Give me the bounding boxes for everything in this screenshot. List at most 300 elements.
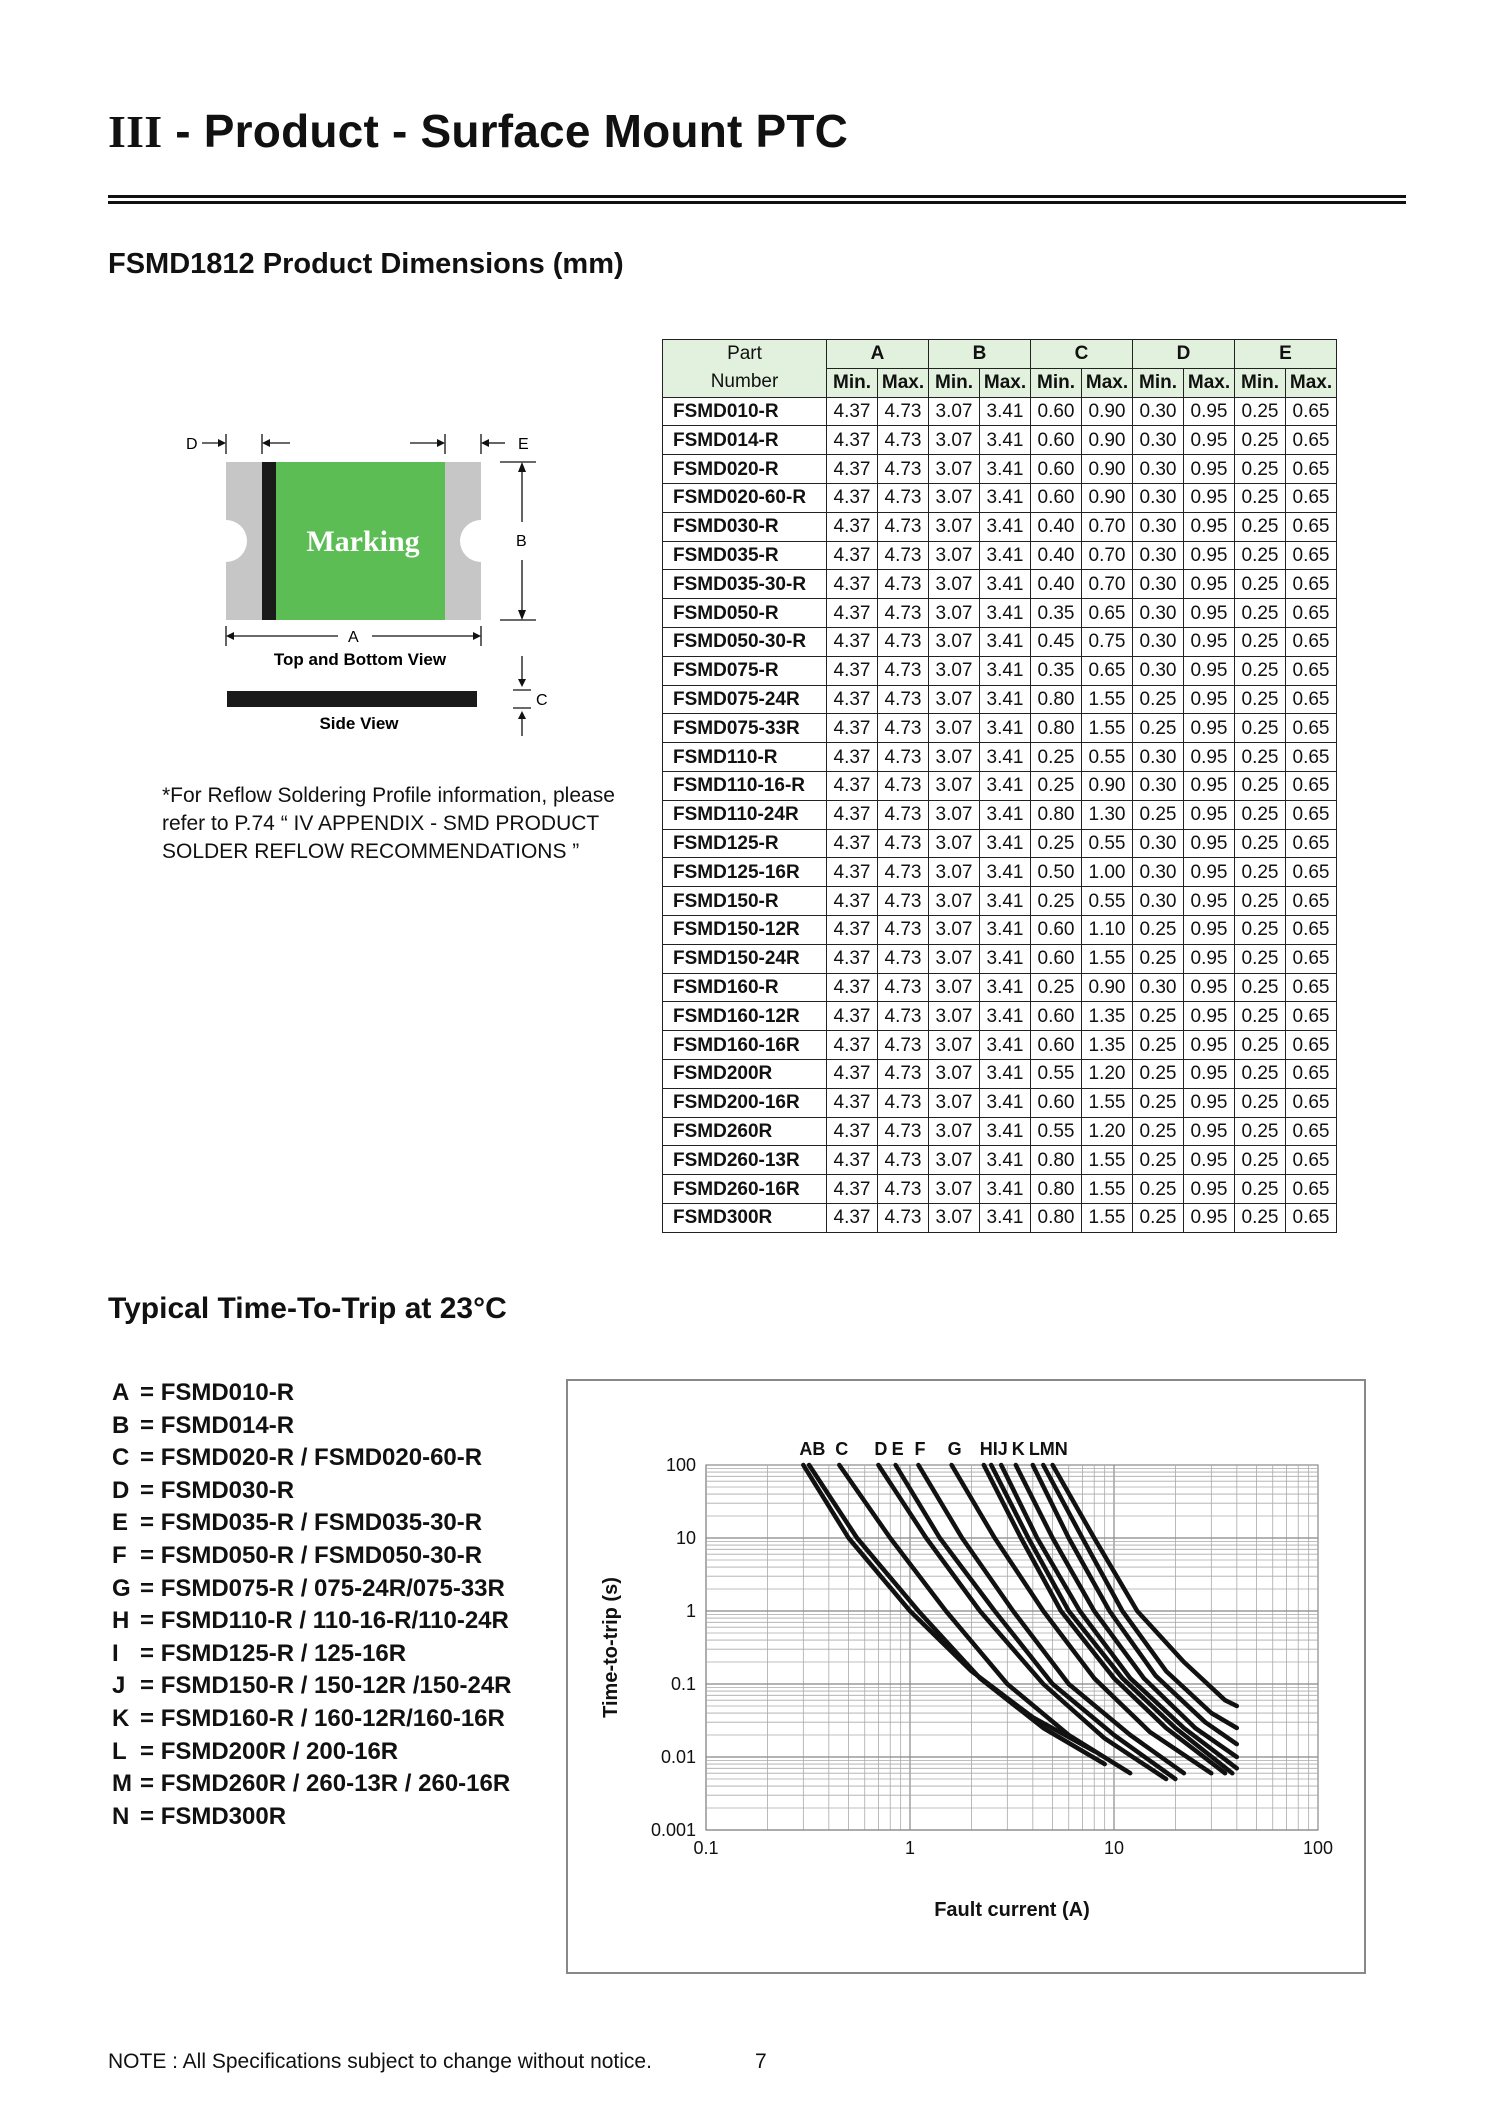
dimension-cell: 0.90	[1082, 397, 1133, 426]
part-number-cell: FSMD014-R	[663, 426, 827, 455]
dimension-cell: 0.65	[1286, 973, 1337, 1002]
dimension-cell: 0.95	[1184, 1175, 1235, 1204]
part-number-cell: FSMD050-R	[663, 599, 827, 628]
dimension-cell: 4.37	[827, 743, 878, 772]
table-row	[663, 455, 1337, 484]
dimension-cell: 0.25	[1235, 829, 1286, 858]
dimension-cell: 0.25	[1235, 1203, 1286, 1232]
legend-item	[112, 1507, 512, 1540]
table-row	[663, 829, 1337, 858]
dimension-cell: 0.25	[1235, 858, 1286, 887]
dimension-cell: 3.07	[929, 714, 980, 743]
legend-value: FSMD160-R / 160-12R/160-16R	[160, 1704, 505, 1732]
dimension-cell: 0.95	[1184, 743, 1235, 772]
dimension-cell: 0.40	[1031, 512, 1082, 541]
dimension-cell: 0.60	[1031, 1002, 1082, 1031]
dimension-cell: 0.35	[1031, 656, 1082, 685]
dimension-cell: 4.37	[827, 829, 878, 858]
dimension-cell: 3.07	[929, 1175, 980, 1204]
dimension-cell: 4.73	[878, 743, 929, 772]
dimension-cell: 0.55	[1031, 1059, 1082, 1088]
dimension-cell: 0.60	[1031, 915, 1082, 944]
dimension-cell: 0.70	[1082, 512, 1133, 541]
legend-value: FSMD125-R / 125-16R	[160, 1639, 407, 1667]
dimension-cell: 3.41	[980, 829, 1031, 858]
dimension-cell: 4.73	[878, 1175, 929, 1204]
table-row	[663, 656, 1337, 685]
dimension-cell: 0.25	[1133, 915, 1184, 944]
dimension-cell: 3.41	[980, 973, 1031, 1002]
curve-group-label: E	[891, 1439, 904, 1459]
dim-d-label: D	[186, 436, 198, 453]
dimension-cell: 0.95	[1184, 455, 1235, 484]
dimension-cell: 4.37	[827, 627, 878, 656]
reflow-note: *For Reflow Soldering Profile information, please refer to P.74 “ IV APPENDIX - SMD PRODUCT SOLDER REFLOW RECOMMENDATIONS ”	[162, 784, 615, 863]
dimension-cell: 1.55	[1082, 1088, 1133, 1117]
dimension-cell: 4.37	[827, 1117, 878, 1146]
legend-equals: =	[140, 1541, 161, 1569]
dimension-cell: 0.25	[1235, 455, 1286, 484]
dimension-cell: 0.65	[1286, 944, 1337, 973]
legend-item	[112, 1605, 512, 1638]
dimension-cell: 4.73	[878, 685, 929, 714]
dimension-cell: 0.95	[1184, 426, 1235, 455]
dimension-cell: 0.25	[1133, 1146, 1184, 1175]
dimension-cell: 4.73	[878, 397, 929, 426]
legend-key: L	[112, 1737, 127, 1765]
y-tick-label: 1	[685, 1601, 696, 1621]
part-number-cell: FSMD125-R	[663, 829, 827, 858]
dimension-cell: 4.73	[878, 944, 929, 973]
table-row	[663, 887, 1337, 916]
legend-value: FSMD030-R	[160, 1476, 295, 1504]
dimension-cell: 0.65	[1286, 1175, 1337, 1204]
part-number-cell: FSMD125-16R	[663, 858, 827, 887]
dimension-cell: 0.90	[1082, 426, 1133, 455]
dimension-cell: 3.07	[929, 1002, 980, 1031]
dimension-cell: 4.37	[827, 1002, 878, 1031]
dimension-cell: 1.20	[1082, 1117, 1133, 1146]
table-row	[663, 1002, 1337, 1031]
header-d: D	[1133, 340, 1235, 369]
table-row	[663, 915, 1337, 944]
dimension-cell: 4.73	[878, 714, 929, 743]
dimension-cell: 0.95	[1184, 1031, 1235, 1060]
trip-chart	[566, 1379, 1366, 1974]
dimension-cell: 0.25	[1235, 685, 1286, 714]
dimension-cell: 3.07	[929, 1031, 980, 1060]
table-row	[663, 1146, 1337, 1175]
dimension-cell: 3.41	[980, 397, 1031, 426]
dimension-cell: 0.60	[1031, 1031, 1082, 1060]
dimension-cell: 0.80	[1031, 1175, 1082, 1204]
dimensions-heading: FSMD1812 Product Dimensions (mm)	[108, 248, 624, 280]
dimension-cell: 0.65	[1286, 1146, 1337, 1175]
legend-equals: =	[140, 1737, 161, 1765]
dimension-cell: 0.25	[1235, 887, 1286, 916]
dimension-cell: 1.35	[1082, 1031, 1133, 1060]
dimension-cell: 0.95	[1184, 599, 1235, 628]
dimension-cell: 4.37	[827, 1203, 878, 1232]
part-number-header: Part Number	[663, 340, 827, 398]
dimension-cell: 0.95	[1184, 656, 1235, 685]
dimension-cell: 0.25	[1133, 1117, 1184, 1146]
table-row	[663, 714, 1337, 743]
dimension-cell: 1.55	[1082, 685, 1133, 714]
dimension-cell: 0.25	[1235, 627, 1286, 656]
legend-value: FSMD050-R / FSMD050-30-R	[160, 1541, 483, 1569]
side-view-caption: Side View	[319, 714, 399, 733]
dimension-cell: 0.65	[1286, 627, 1337, 656]
part-number-cell: FSMD260R	[663, 1117, 827, 1146]
dimension-cell: 0.65	[1286, 541, 1337, 570]
dimension-cell: 3.41	[980, 685, 1031, 714]
part-number-cell: FSMD150-24R	[663, 944, 827, 973]
dimension-cell: 0.25	[1235, 426, 1286, 455]
dimension-cell: 0.30	[1133, 771, 1184, 800]
legend-key: N	[112, 1802, 130, 1830]
dimension-cell: 4.73	[878, 1203, 929, 1232]
legend-key: A	[112, 1379, 130, 1406]
dimension-cell: 0.65	[1286, 1059, 1337, 1088]
dimension-cell: 4.73	[878, 915, 929, 944]
dimension-cell: 0.60	[1031, 455, 1082, 484]
dimension-cell: 3.07	[929, 599, 980, 628]
dimension-cell: 3.41	[980, 1203, 1031, 1232]
table-row	[663, 685, 1337, 714]
dimension-cell: 4.73	[878, 1002, 929, 1031]
dimension-cell: 4.37	[827, 944, 878, 973]
dimension-cell: 3.41	[980, 771, 1031, 800]
dimension-cell: 3.07	[929, 627, 980, 656]
part-number-cell: FSMD035-R	[663, 541, 827, 570]
dimension-cell: 1.55	[1082, 1203, 1133, 1232]
dimension-cell: 4.73	[878, 512, 929, 541]
dimension-cell: 0.25	[1133, 685, 1184, 714]
dimension-cell: 0.30	[1133, 743, 1184, 772]
left-terminal-notch	[205, 520, 247, 562]
dimension-cell: 0.25	[1133, 1002, 1184, 1031]
part-number-cell: FSMD010-R	[663, 397, 827, 426]
dimension-cell: 0.70	[1082, 541, 1133, 570]
part-number-cell: FSMD160-R	[663, 973, 827, 1002]
legend-key: F	[112, 1541, 127, 1569]
dimension-cell: 0.65	[1286, 426, 1337, 455]
dimension-cell: 0.25	[1235, 714, 1286, 743]
dimension-cell: 4.73	[878, 800, 929, 829]
dimension-cell: 1.55	[1082, 944, 1133, 973]
part-number-cell: FSMD035-30-R	[663, 570, 827, 599]
table-row	[663, 397, 1337, 426]
dimension-cell: 0.25	[1235, 570, 1286, 599]
dimension-cell: 0.65	[1286, 1031, 1337, 1060]
dimension-cell: 4.73	[878, 1117, 929, 1146]
dimension-cell: 0.25	[1235, 483, 1286, 512]
legend-value: FSMD260R / 260-13R / 260-16R	[160, 1770, 511, 1798]
footer-note: NOTE : All Specifications subject to change without notice.	[108, 2050, 652, 2073]
dimension-cell: 0.95	[1184, 397, 1235, 426]
max-header: Max.	[1286, 368, 1337, 397]
dimension-cell: 0.25	[1133, 944, 1184, 973]
legend-key: G	[112, 1574, 131, 1602]
dimension-cell: 3.41	[980, 512, 1031, 541]
legend-key: D	[112, 1476, 130, 1504]
dimension-cell: 3.41	[980, 483, 1031, 512]
table-row	[663, 944, 1337, 973]
legend-item	[112, 1410, 512, 1443]
dimension-cell: 0.95	[1184, 1203, 1235, 1232]
header-c: C	[1031, 340, 1133, 369]
legend-value: FSMD075-R / 075-24R/075-33R	[160, 1574, 505, 1602]
dimension-cell: 4.73	[878, 771, 929, 800]
dimension-cell: 4.37	[827, 1088, 878, 1117]
dimension-cell: 4.37	[827, 656, 878, 685]
dimension-cell: 0.25	[1133, 1175, 1184, 1204]
dimension-cell: 0.25	[1235, 1088, 1286, 1117]
dimensions-table	[662, 339, 1337, 1233]
part-number-cell: FSMD110-16-R	[663, 771, 827, 800]
dimension-cell: 0.95	[1184, 887, 1235, 916]
dimension-cell: 0.30	[1133, 973, 1184, 1002]
dimension-cell: 0.30	[1133, 858, 1184, 887]
dimension-cell: 1.55	[1082, 1175, 1133, 1204]
legend-equals: =	[140, 1379, 161, 1406]
table-row	[663, 570, 1337, 599]
dimension-cell: 0.25	[1235, 1117, 1286, 1146]
legend-value: FSMD035-R / FSMD035-30-R	[160, 1509, 483, 1537]
legend-equals: =	[140, 1444, 161, 1472]
legend-equals: =	[140, 1607, 161, 1635]
dimension-cell: 1.35	[1082, 1002, 1133, 1031]
dimension-cell: 0.65	[1082, 656, 1133, 685]
top-view-caption: Top and Bottom View	[273, 650, 447, 669]
part-number-cell: FSMD050-30-R	[663, 627, 827, 656]
dimension-cell: 0.95	[1184, 714, 1235, 743]
dimension-cell: 0.55	[1082, 829, 1133, 858]
dimension-cell: 0.80	[1031, 800, 1082, 829]
dimension-cell: 0.90	[1082, 771, 1133, 800]
dimension-cell: 0.65	[1286, 743, 1337, 772]
dimension-cell: 0.25	[1235, 541, 1286, 570]
dimension-cell: 4.37	[827, 1031, 878, 1060]
max-header: Max.	[878, 368, 929, 397]
dimension-cell: 3.07	[929, 973, 980, 1002]
dimension-cell: 4.37	[827, 599, 878, 628]
dimension-cell: 3.07	[929, 1117, 980, 1146]
dimension-cell: 0.65	[1286, 1117, 1337, 1146]
legend-item	[112, 1638, 512, 1671]
right-terminal-notch	[460, 520, 502, 562]
dimension-cell: 0.60	[1031, 1088, 1082, 1117]
legend-key: H	[112, 1607, 130, 1635]
dimension-cell: 0.30	[1133, 426, 1184, 455]
dimension-cell: 3.07	[929, 771, 980, 800]
dimension-cell: 4.37	[827, 1175, 878, 1204]
dimension-cell: 0.25	[1235, 1146, 1286, 1175]
dimension-cell: 3.07	[929, 743, 980, 772]
dimension-cell: 0.30	[1133, 829, 1184, 858]
part-number-cell: FSMD150-12R	[663, 915, 827, 944]
legend-key: I	[112, 1639, 119, 1667]
dimension-cell: 0.80	[1031, 1203, 1082, 1232]
dimension-cell: 0.25	[1235, 800, 1286, 829]
dimension-cell: 0.25	[1031, 829, 1082, 858]
dimension-cell: 0.90	[1082, 973, 1133, 1002]
legend-equals: =	[140, 1574, 161, 1602]
dimension-cell: 0.65	[1286, 512, 1337, 541]
x-tick-label: 1	[904, 1838, 916, 1858]
dimension-cell: 3.07	[929, 656, 980, 685]
legend-key: K	[112, 1704, 130, 1732]
curve-group-label: HIJ	[979, 1439, 1008, 1459]
dimension-cell: 3.41	[980, 541, 1031, 570]
legend-item	[112, 1703, 512, 1736]
dimension-cell: 0.60	[1031, 397, 1082, 426]
dimension-cell: 0.25	[1031, 887, 1082, 916]
max-header: Max.	[1184, 368, 1235, 397]
table-row	[663, 1203, 1337, 1232]
dimension-cell: 0.25	[1133, 714, 1184, 743]
dimension-cell: 0.65	[1286, 483, 1337, 512]
dim-a-label: A	[348, 629, 359, 646]
dimension-cell: 3.07	[929, 512, 980, 541]
dimension-cell: 4.73	[878, 829, 929, 858]
part-number-cell: FSMD150-R	[663, 887, 827, 916]
dimension-cell: 0.95	[1184, 541, 1235, 570]
part-number-cell: FSMD160-16R	[663, 1031, 827, 1060]
dimension-cell: 3.41	[980, 426, 1031, 455]
max-header: Max.	[980, 368, 1031, 397]
dimension-cell: 4.37	[827, 1059, 878, 1088]
table-row	[663, 858, 1337, 887]
dimension-cell: 0.65	[1286, 915, 1337, 944]
dimension-cell: 0.25	[1235, 1002, 1286, 1031]
dimension-cell: 3.07	[929, 1146, 980, 1175]
part-number-cell: FSMD075-24R	[663, 685, 827, 714]
part-number-cell: FSMD030-R	[663, 512, 827, 541]
dimension-cell: 0.65	[1286, 397, 1337, 426]
x-tick-label: 100	[1302, 1838, 1334, 1858]
dimension-cell: 3.41	[980, 858, 1031, 887]
dimension-cell: 0.65	[1286, 829, 1337, 858]
dimension-cell: 0.30	[1133, 483, 1184, 512]
dimension-cell: 4.73	[878, 1059, 929, 1088]
dimension-cell: 0.65	[1286, 1203, 1337, 1232]
table-row	[663, 483, 1337, 512]
dimension-cell: 4.37	[827, 887, 878, 916]
dimension-cell: 0.30	[1133, 599, 1184, 628]
dimension-cell: 4.37	[827, 714, 878, 743]
dimension-cell: 1.00	[1082, 858, 1133, 887]
dimension-cell: 0.65	[1286, 1088, 1337, 1117]
table-header-row	[663, 340, 1337, 369]
legend-item	[112, 1573, 512, 1606]
dimension-cell: 4.73	[878, 1031, 929, 1060]
dimension-cell: 4.37	[827, 973, 878, 1002]
dimension-cell: 3.07	[929, 1059, 980, 1088]
dimension-cell: 0.95	[1184, 1117, 1235, 1146]
page-number: 7	[755, 2050, 767, 2073]
dimension-cell: 3.41	[980, 627, 1031, 656]
dimension-cell: 4.37	[827, 570, 878, 599]
curve-group-label: LMN	[1028, 1439, 1068, 1459]
x-tick-label: 0.1	[693, 1838, 719, 1858]
part-number-cell: FSMD075-R	[663, 656, 827, 685]
dimension-cell: 0.30	[1133, 656, 1184, 685]
dim-c-label: C	[536, 692, 548, 709]
dimension-cell: 4.37	[827, 915, 878, 944]
dimension-cell: 0.65	[1286, 858, 1337, 887]
marking-label: Marking	[306, 525, 420, 558]
dimension-cell: 0.25	[1133, 1031, 1184, 1060]
dimension-cell: 0.95	[1184, 1059, 1235, 1088]
table-row	[663, 1088, 1337, 1117]
legend-item	[112, 1540, 512, 1573]
legend-equals: =	[140, 1639, 161, 1667]
dimension-cell: 3.07	[929, 829, 980, 858]
dimension-cell: 0.25	[1031, 771, 1082, 800]
part-number-cell: FSMD020-R	[663, 455, 827, 484]
dimension-cell: 0.30	[1133, 887, 1184, 916]
dimension-cell: 4.37	[827, 483, 878, 512]
dimension-cell: 0.30	[1133, 627, 1184, 656]
table-row	[663, 1059, 1337, 1088]
dimension-cell: 3.07	[929, 800, 980, 829]
dimension-cell: 4.73	[878, 656, 929, 685]
legend-equals: =	[140, 1704, 161, 1732]
dimension-cell: 0.25	[1235, 599, 1286, 628]
dimension-cell: 0.25	[1235, 656, 1286, 685]
legend-equals: =	[140, 1770, 161, 1798]
legend-item	[112, 1736, 512, 1769]
dimension-cell: 0.95	[1184, 800, 1235, 829]
dimension-cell: 0.95	[1184, 1088, 1235, 1117]
dimension-cell: 4.37	[827, 1146, 878, 1175]
dimension-cell: 0.65	[1286, 887, 1337, 916]
table-row	[663, 743, 1337, 772]
dimension-cell: 4.37	[827, 685, 878, 714]
legend-value: FSMD200R / 200-16R	[160, 1737, 399, 1765]
legend-key: J	[112, 1672, 126, 1700]
dimension-cell: 1.20	[1082, 1059, 1133, 1088]
dimension-cell: 0.80	[1031, 714, 1082, 743]
header-rule-bottom	[108, 201, 1406, 204]
dimension-cell: 0.55	[1082, 743, 1133, 772]
dimension-cell: 4.37	[827, 512, 878, 541]
dimension-cell: 3.07	[929, 915, 980, 944]
dimension-cell: 0.65	[1286, 656, 1337, 685]
dimension-cell: 0.30	[1133, 455, 1184, 484]
dimension-cell: 3.41	[980, 1059, 1031, 1088]
dimension-cell: 3.07	[929, 426, 980, 455]
dimension-cell: 3.07	[929, 570, 980, 599]
dimension-cell: 0.95	[1184, 627, 1235, 656]
legend-value: FSMD020-R / FSMD020-60-R	[160, 1444, 483, 1472]
dimension-cell: 0.25	[1235, 771, 1286, 800]
dimension-cell: 0.60	[1031, 483, 1082, 512]
dimension-cell: 3.41	[980, 743, 1031, 772]
dimension-cell: 3.41	[980, 1031, 1031, 1060]
y-tick-label: 0.1	[670, 1674, 696, 1694]
dimension-cell: 3.41	[980, 1146, 1031, 1175]
legend-value: FSMD010-R	[160, 1379, 295, 1406]
trip-legend	[112, 1377, 512, 1833]
dimension-cell: 0.30	[1133, 570, 1184, 599]
dimension-cell: 3.41	[980, 915, 1031, 944]
dimension-cell: 0.65	[1286, 685, 1337, 714]
page-title	[108, 104, 848, 158]
x-axis-label: Fault current (A)	[934, 1899, 1090, 1921]
